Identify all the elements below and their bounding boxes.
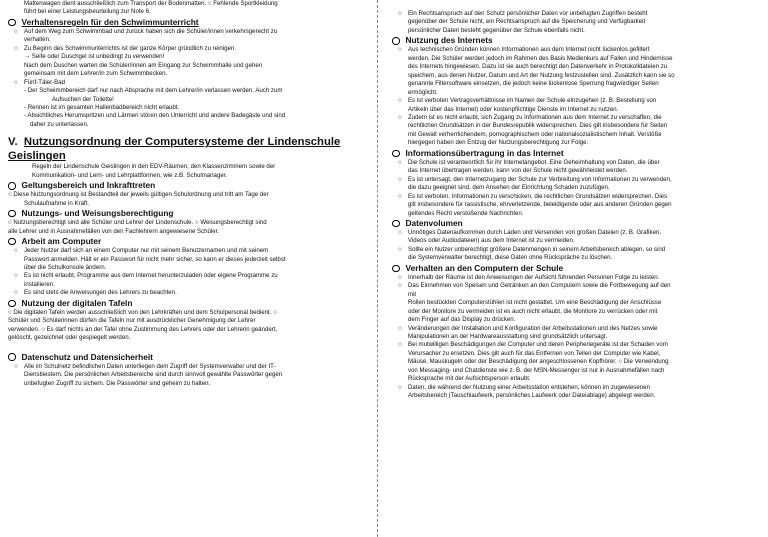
list-item: ○ Innerhalb der Räume ist den Anweisungen der Aufsicht führenden Personen Folge zu leisten. [398, 273, 660, 281]
left-page [8, 0, 360, 537]
paragraph: ○ Die digitalen Tafeln werden ausschließlich von den Lehrkräften und dem Schulpersonal bedient. ○ [8, 308, 277, 316]
section-title-v: V. Nutzungsordnung der Computersysteme der Lindenschule [8, 136, 341, 149]
list-item: ○ Zudem ist es nicht erlaubt, sich Zugang zu Informationen aus dem Internet zu verschaffen, die rechtlichen Grundsätzen in der Bundesrepublik widersprechen. Dies gilt insbesondere für Seiten mit Gewalt verherrlichendem, pornographischem oder nationalsozialistischem Inhalt. Verstöße hiergegen haben den Entzug der Nutzungsberechtigung zur Folge. [398, 113, 668, 147]
heading-datenschutz: Datenschutz und Datensicherheit [8, 352, 360, 363]
page-divider [377, 0, 378, 537]
intro-text: Mattenwagen dient ausschließlich zum Transport der Bodenmatten. ○ Fehlende Sportkleidung [24, 0, 278, 7]
paragraph: Schulaufnahme in Kraft. [24, 199, 90, 207]
circle-bullet-icon [392, 37, 400, 45]
paragraph: Schüler und Schülerinnen dürfen die Tafeln nur mit ausdrücklicher Genehmigung der Lehrer [8, 317, 256, 325]
bullet-icon: ○ [14, 27, 18, 35]
list-item: ○ Unnötiges Datenaufkommen durch Laden und Versenden von großen Dateien (z. B. Grafiken, Videos oder Audiodateien) aus dem Internet ist zu vermeiden. [398, 228, 662, 245]
paragraph: gelöscht, gezeichnet oder gespiegelt werden. [8, 334, 131, 342]
bullet-icon: ○ [398, 324, 402, 332]
bullet-icon: ○ [398, 383, 402, 391]
bullet-icon: ○ [14, 44, 18, 52]
circle-bullet-icon [392, 220, 400, 228]
paragraph: verwenden. ○ Es darf nichts an der Tafel ohne Zustimmung des Lehrers oder der Lehrerin geändert, [8, 325, 278, 333]
heading-datenvolumen: Datenvolumen [392, 218, 762, 229]
heading-internet: Nutzung des Internets [392, 35, 762, 46]
paragraph: ○ Nutzungsberechtigt sind alle Schüler und Lehrer der Lindenschule. ○ Weisungsberechtigt sind [8, 219, 267, 227]
section-title-v: Geislingen [8, 150, 66, 163]
bullet-icon: ○ [14, 78, 18, 86]
list-item: ○ Fünf-Täler-Bad - Der Schwimmbereich darf nur nach Absprache mit dem Lehrer/in verlassen werden. Auch zum Aufsuchen der Toilette! - Rennen ist im gesamten Hallenbadbereich nicht erlaubt. - Absichtliches Herumspritzen und Lärmen stören den Unterricht und andere Badegäste und sind daher zu unterlassen. [14, 78, 286, 128]
heading-arbeit-am-computer: Arbeit am Computer [8, 236, 360, 247]
circle-bullet-icon [8, 182, 16, 190]
bullet-icon: ○ [398, 282, 402, 290]
bullet-icon: ○ [14, 289, 18, 297]
list-item: ○ Es ist verboten, Informationen zu verschicken, die rechtlichen Grundsätzen widersprechen. Dies gilt insbesondere für rassistische, ehrverletzende, beleidigende oder aus anderen Gründen gegen geltendes Recht verstoßende Nachrichten. [398, 192, 672, 217]
bullet-icon: ○ [398, 273, 402, 281]
list-item: ○ Alle im Schulnetz befindlichen Daten unterliegen dem Zugriff der Systemverwalter und der IT- Dienstleistern. Die persönlichen Arbeitsbereiche sind durch sinnvoll gewählte Passwörter gegen unbefugten Zugriff zu sichern. Die Passwörter sind geheim zu halten. [14, 362, 283, 387]
bullet-icon: ○ [398, 175, 402, 183]
list-item: ○ Veränderungen der Installation und Konfiguration der Arbeitsstationen und des Netzes sowie Manipulationen an der Hardwareausstattung sind grundsätzlich untersagt. [398, 324, 658, 340]
list-item: ○ Es ist untersagt, den Internetzugang der Schule zur Verbreitung von Informationen zu verwenden, die dazu geeignet sind, dem Ansehen der Einrichtung Schaden zuzufügen. [398, 175, 672, 192]
heading-informationsuebertragung: Informationsübertragung in das Internet [392, 148, 762, 159]
bullet-icon: ○ [398, 158, 402, 166]
bullet-icon: ○ [398, 245, 402, 253]
heading-digitale-tafeln: Nutzung der digitalen Tafeln [8, 298, 360, 309]
list-item: ○ Auf dem Weg zum Schwimmbad und zurück haben sich die Schüler/innen verkehrsgerecht zu verhalten. [14, 27, 278, 44]
list-item: ○ Aus technischen Gründen können Informationen aus dem Internet nicht lückenlos gefiltert werden. Die Schüler werden jedoch im Rahmen des Basis Medienkurs auf Fallen und Hindernisse des Internets hingewiesen. Dazu ist sie auch berechtigt den Datenverkehr in Protokolldateien zu speichern, aus denen Nutzer, Datum und Art der Nutzung festzustellen sind. Zusätzlich kann sie so genannte Filtersoftware einsetzen, die jedoch keine lückenlose Sperrung fragwürdiger Seiten ermöglicht. [398, 46, 675, 96]
heading-schwimmunterricht: Verhaltensregeln für den Schwimmunterricht [8, 17, 360, 28]
bullet-icon: ○ [14, 247, 18, 255]
bullet-icon: ○ [398, 46, 402, 54]
bullet-icon: ○ [398, 341, 402, 349]
heading-geltungsbereich: Geltungsbereich und Inkrafttreten [8, 180, 360, 191]
bullet-icon: ○ [14, 362, 18, 370]
list-item: ○ Bei mutwilligen Beschädigungen der Computer und deren Peripheriegeräte ist der Schaden vom Verursacher zu ersetzen. Dies gilt auch für das Entfernen von Teilen der Computer wie Kabel, Mäuse, Mauskugeln oder der Beschädigung der angeschlossenen Kopfhörer. ○ Die Verwendung von Messaging- und Chatdienste wie z. B. der MSN-Messenger ist nur in Ausnahmefällen nach Rücksprache mit der Aufsichtsperson erlaubt. [398, 341, 669, 383]
right-page [392, 0, 762, 537]
circle-bullet-icon [8, 300, 16, 308]
circle-bullet-icon [392, 265, 400, 273]
list-item: ○ Sollte ein Nutzer unberechtigt größere Datenmengen in seinem Arbeitsbereich ablegen, so sind die Systemverwalter berechtigt, diese Daten ohne Rückspräche zu löschen. [398, 245, 666, 262]
circle-bullet-icon [8, 19, 16, 27]
list-item: ○ Es sind stets die Anweisungen des Lehrers zu beachten. [14, 289, 177, 297]
heading-verhalten: Verhalten an den Computern der Schule [392, 263, 762, 274]
list-item: ○ Es ist nicht erlaubt, Programme aus dem Internet herunterzuladen oder eigene Programme zu installieren. [14, 272, 278, 288]
paragraph: ○ Diese Nutzungsordnung ist Bestandteil der jeweils gültigen Schulordnung und tritt am Tage der [8, 191, 269, 199]
heading-berechtigung: Nutzungs- und Weisungsberechtigung [8, 208, 360, 219]
circle-bullet-icon [8, 210, 16, 218]
list-item: ○ Es ist verboten Vertragsverhältnisse im Namen der Schule einzugehen (z. B. Bestellung von Artikeln über das Internet) oder kostenpflichtige Dienste im Internet zu nutzen. [398, 97, 657, 113]
list-item: ○ Zu Beginn des Schwimmunterrichts ist der ganze Körper gründlich zu reinigen. → Seife oder Duschgel ist unbedingt zu verwenden! Nach dem Duschen warten die Schüler/innen am Eingang zur Schwimmhalle und gehen gemeinsam mit dem Lehrer/in zum Schwimmbecken. [14, 44, 263, 78]
bullet-icon: ○ [398, 10, 402, 17]
intro-text: führt bei einer Leistungsbeurteilung zur Note 6. [24, 8, 151, 16]
section-intro: Kommunikation- und Lern- und Lehrplattformen, wie z.B. Schulmanager. [32, 171, 228, 179]
paragraph: alle Lehrer und in Ausnahmefällen von den Fachlehrern angewiesene Schüler. [8, 227, 220, 235]
bullet-icon: ○ [14, 272, 18, 280]
list-item: ○ Das Einnehmen von Speisen und Getränken an den Computern sowie die Fortbewegung auf den mit Rollen bestückten Computerstühlen ist nicht gestattet. Um eine Beschädigung der Anschlüsse oder der Monitore zu vermeiden ist es auch nicht erlaubt, die Monitore zu verrücken oder mit dem Finger auf das Display zu drücken. [398, 282, 671, 324]
circle-bullet-icon [8, 353, 16, 361]
bullet-icon: ○ [398, 228, 402, 236]
list-item: ○ Daten, die während der Nutzung einer Arbeitsstation entstehen, können im zugewiesenen Arbeitsbereich (Tauschlaufwerk, persönliches Laufwerk oder Dateiablage) abgelegt werden. [398, 383, 656, 400]
list-item: ○ Ein Rechtsanspruch auf den Schutz persönlicher Daten vor unbefugten Zugriffen besteht gegenüber der Schule nicht, ein Rechtsanspruch auf die Speicherung und Verfügbarkeit persönlicher Daten besteht gegenüber der Schule ebenfalls nicht. [398, 10, 648, 34]
list-item: ○ Die Schule ist verantwortlich für ihr Internetangebot. Eine Geheimhaltung von Daten, die über das Internet übertragen werden, kann von der Schule nicht gewährleistet werden. [398, 158, 660, 175]
circle-bullet-icon [392, 150, 400, 158]
section-intro: Regeln der Lindenschule Geislingen in den EDV-Räumen, den Klassenzimmern sowie der [32, 163, 276, 171]
circle-bullet-icon [8, 238, 16, 246]
bullet-icon: ○ [398, 192, 402, 200]
bullet-icon: ○ [398, 97, 402, 105]
list-item: ○ Jeder Nutzer darf sich an einem Computer nur mit seinem Benutzernamen und mit seinem Passwort anmelden. Hält er ein Passwort für nicht mehr sicher, so kann er dieses jederzeit selbst über die Schulkonsole ändern. [14, 247, 286, 271]
bullet-icon: ○ [398, 113, 402, 121]
